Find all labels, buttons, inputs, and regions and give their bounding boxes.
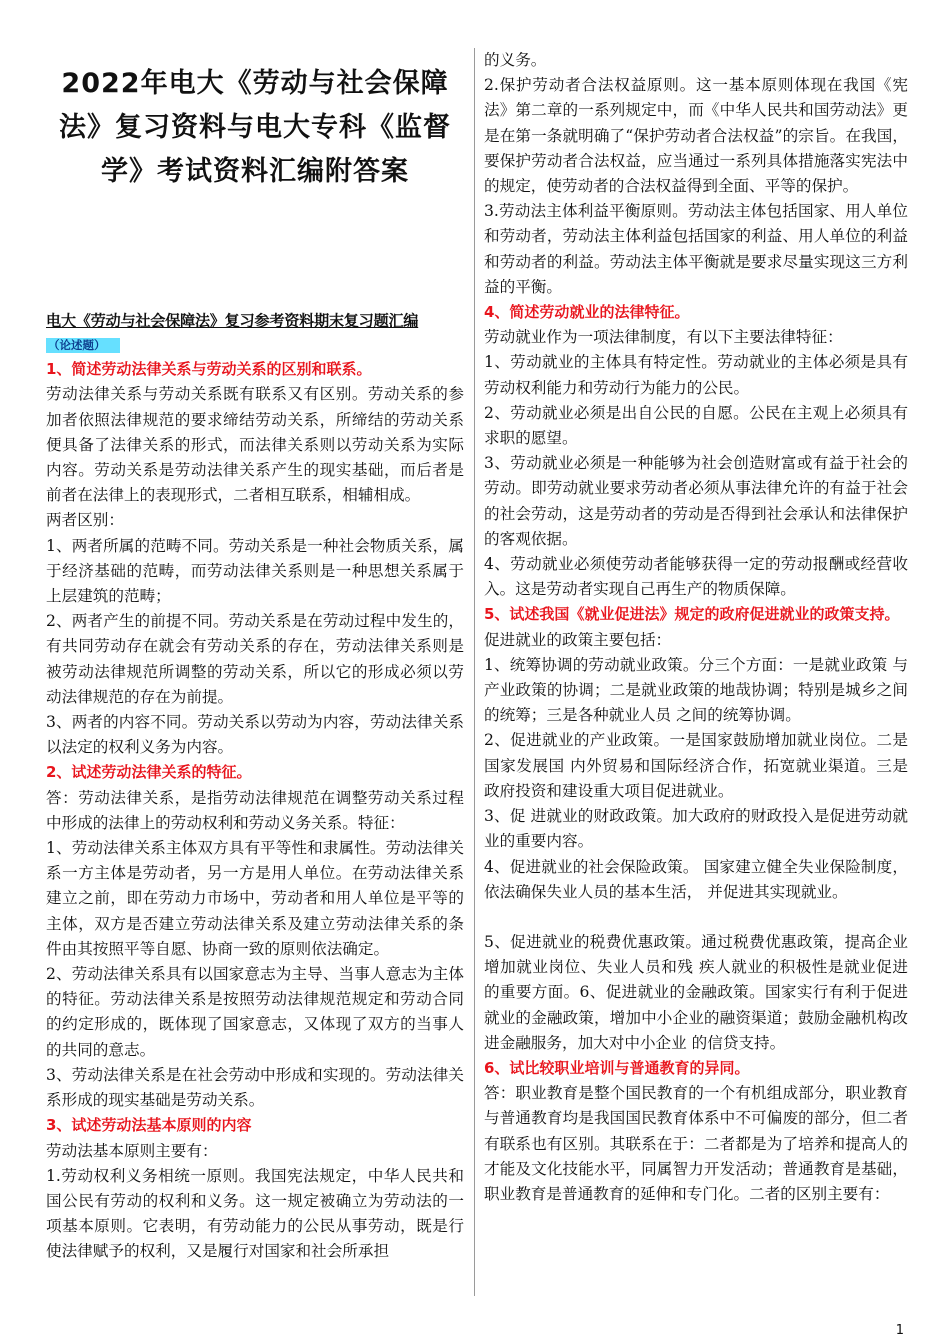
paragraph: 促进就业的政策主要包括： (484, 630, 672, 649)
paragraph: 2、两者产生的前提不同。劳动关系是在劳动过程中发生的，有共同劳动存在就会有劳动关系的存在，劳动法律关系则是被劳动法律规范所调整的劳动关系，所以它的形成必须以劳动法律规范的存在为前提。 (46, 612, 464, 706)
paragraph: 答：职业教育是整个国民教育的一个有机组成部分，职业教育与普通教育均是我国国民教育体系中不可偏废的部分，但二者有联系也有区别。其联系在于：二者都是为了培养和提高人的才能及文化技能水平，同属智力开发活动；普通教育是基础，职业教育是普通教育的延伸和专门化。二者的区别主要有： (484, 1084, 908, 1203)
paragraph: 劳动法律关系与劳动关系既有联系又有区别。劳动关系的参加者依照法律规范的要求缔结劳动关系，所缔结的劳动关系便具备了法律关系的形式，而法律关系则以劳动关系为实际内容。劳动关系是劳动法律关系产生的现实基础，而后者是前者在法律上的表现形式，二者相互联系，相辅相成。 (46, 385, 464, 505)
paragraph: 3、促 进就业的财政政策。加大政府的财政投入是促进劳动就业的重要内容。 (484, 807, 908, 851)
title-spacer (46, 194, 464, 310)
question-4-heading: 4、简述劳动就业的法律特征。 (484, 303, 690, 322)
paragraph: 的义务。 (484, 51, 547, 69)
page-number: 1 (895, 1323, 904, 1338)
paragraph: 4、劳动就业必须使劳动者能够获得一定的劳动报酬或经营收入。这是劳动者实现自己再生产的物质保障。 (484, 555, 908, 599)
paragraph: 3、劳动法律关系是在社会劳动中形成和实现的。劳动法律关系形成的现实基础是劳动关系。 (46, 1065, 464, 1110)
paragraph: 2、劳动法律关系具有以国家意志为主导、当事人意志为主体的特征。劳动法律关系是按照劳动法律规范规定和劳动合同的约定形成的，既体现了国家意志，又体现了双方的当事人的共同的意志。 (46, 965, 464, 1059)
column-divider (474, 48, 475, 1296)
paragraph: 1、两者所属的范畴不同。劳动关系是一种社会物质关系，属于经济基础的范畴，而劳动法律关系则是一种思想关系属于上层建筑的范畴； (46, 536, 464, 606)
paragraph: 答：劳动法律关系，是指劳动法律规范在调整劳动关系过程中形成的法律上的劳动权利和劳动义务关系。特征： (46, 788, 464, 832)
paragraph: 1、劳动法律关系主体双方具有平等性和隶属性。劳动法律关系一方主体是劳动者，另一方是用人单位。在劳动法律关系建立之前，即在劳动力市场中，劳动者和用人单位是平等的主体，双方是否建立劳动法律关系及建立劳动法律关系的条件由其按照平等自愿、协商一致的原则依法确定。 (46, 839, 464, 958)
document-title: 2022年电大《劳动与社会保障法》复习资料与电大专科《监督学》考试资料汇编附答案 (59, 68, 451, 187)
question-5-heading: 5、试述我国《就业促进法》规定的政府促进就业的政策支持。 (484, 605, 900, 624)
paragraph: 3、两者的内容不同。劳动关系以劳动为内容，劳动法律关系以法定的权利义务为内容。 (46, 713, 464, 757)
section-tag: （论述题） (46, 338, 120, 353)
paragraph: 1、统筹协调的劳动就业政策。分三个方面：一是就业政策 与产业政策的协调；二是就业政策的地哉协调；特别是城乡之间的统筹；三是各种就业人员 之间的统筹协调。 (484, 655, 908, 725)
question-1-heading: 1、简述劳动法律关系与劳动关系的区别和联系。 (46, 360, 372, 379)
right-column (484, 48, 908, 1207)
left-column (46, 48, 464, 1265)
question-2-heading: 2、试述劳动法律关系的特征。 (46, 763, 252, 782)
paragraph: 3.劳动法主体利益平衡原则。劳动法主体包括国家、用人单位和劳动者，劳动法主体利益包括国家的利益、用人单位的利益和劳动者的利益。劳动法主体平衡就是要求尽量实现这三方利益的平衡。 (484, 202, 908, 296)
paragraph: 2.保护劳动者合法权益原则。这一基本原则体现在我国《宪法》第二章的一系列规定中，而《中华人民共和国劳动法》更是在第一条就明确了“保护劳动者合法权益”的宗旨。在我国，要保护劳动者合法权益，应当通过一系列具体措施落实宪法中的规定，使劳动者的合法权益得到全面、平等的保护。 (484, 76, 908, 196)
paragraph: 3、劳动就业必须是一种能够为社会创造财富或有益于社会的劳动。即劳动就业要求劳动者必须从事法律允许的有益于社会的社会劳动，这是劳动者的劳动是否得到社会承认和法律保护的客观依据。 (484, 454, 908, 548)
paragraph: 1.劳动权利义务相统一原则。我国宪法规定，中华人民共和国公民有劳动的权利和义务。这一规定被确立为劳动法的一项基本原则。它表明，有劳动能力的公民从事劳动，既是行使法律赋予的权利，又是履行对国家和社会所承担 (46, 1166, 464, 1261)
paragraph: 1、劳动就业的主体具有特定性。劳动就业的主体必须是具有劳动权利能力和劳动行为能力的公民。 (484, 353, 908, 397)
question-3-heading: 3、试述劳动法基本原则的内容 (46, 1116, 252, 1135)
paragraph: 2、促进就业的产业政策。一是国家鼓励增加就业岗位。二是国家发展国 内外贸易和国际经济合作，拓宽就业渠道。三是政府投资和建设重大项目促进就业。 (484, 731, 908, 800)
paragraph: 劳动就业作为一项法律制度，有以下主要法律特征： (484, 328, 843, 347)
section-heading: 电大《劳动与社会保障法》复习参考资料期末复习题汇编 (46, 312, 419, 330)
question-6-heading: 6、试比较职业培训与普通教育的异同。 (484, 1058, 750, 1077)
paragraph: 劳动法基本原则主要有： (46, 1141, 218, 1160)
paragraph: 5、促进就业的税费优惠政策。通过税费优惠政策，提高企业增加就业岗位、失业人员和残 疾人就业的积极性是就业促进的重要方面。6、促进就业的金融政策。国家实行有利于促进 就业的金融政策，增加中小企业的融资渠道；鼓励金融机构改进金融服务，加大对中小企业 的信贷支持。 (484, 932, 908, 1052)
paragraph: 两者区别： (46, 511, 124, 530)
paragraph: 2、劳动就业必须是出自公民的自愿。公民在主观上必须具有求职的愿望。 (484, 403, 908, 448)
paragraph: 4、促进就业的社会保险政策。 国家建立健全失业保险制度， 依法确保失业人员的基本生活， 并促进其实现就业。 (484, 857, 908, 901)
